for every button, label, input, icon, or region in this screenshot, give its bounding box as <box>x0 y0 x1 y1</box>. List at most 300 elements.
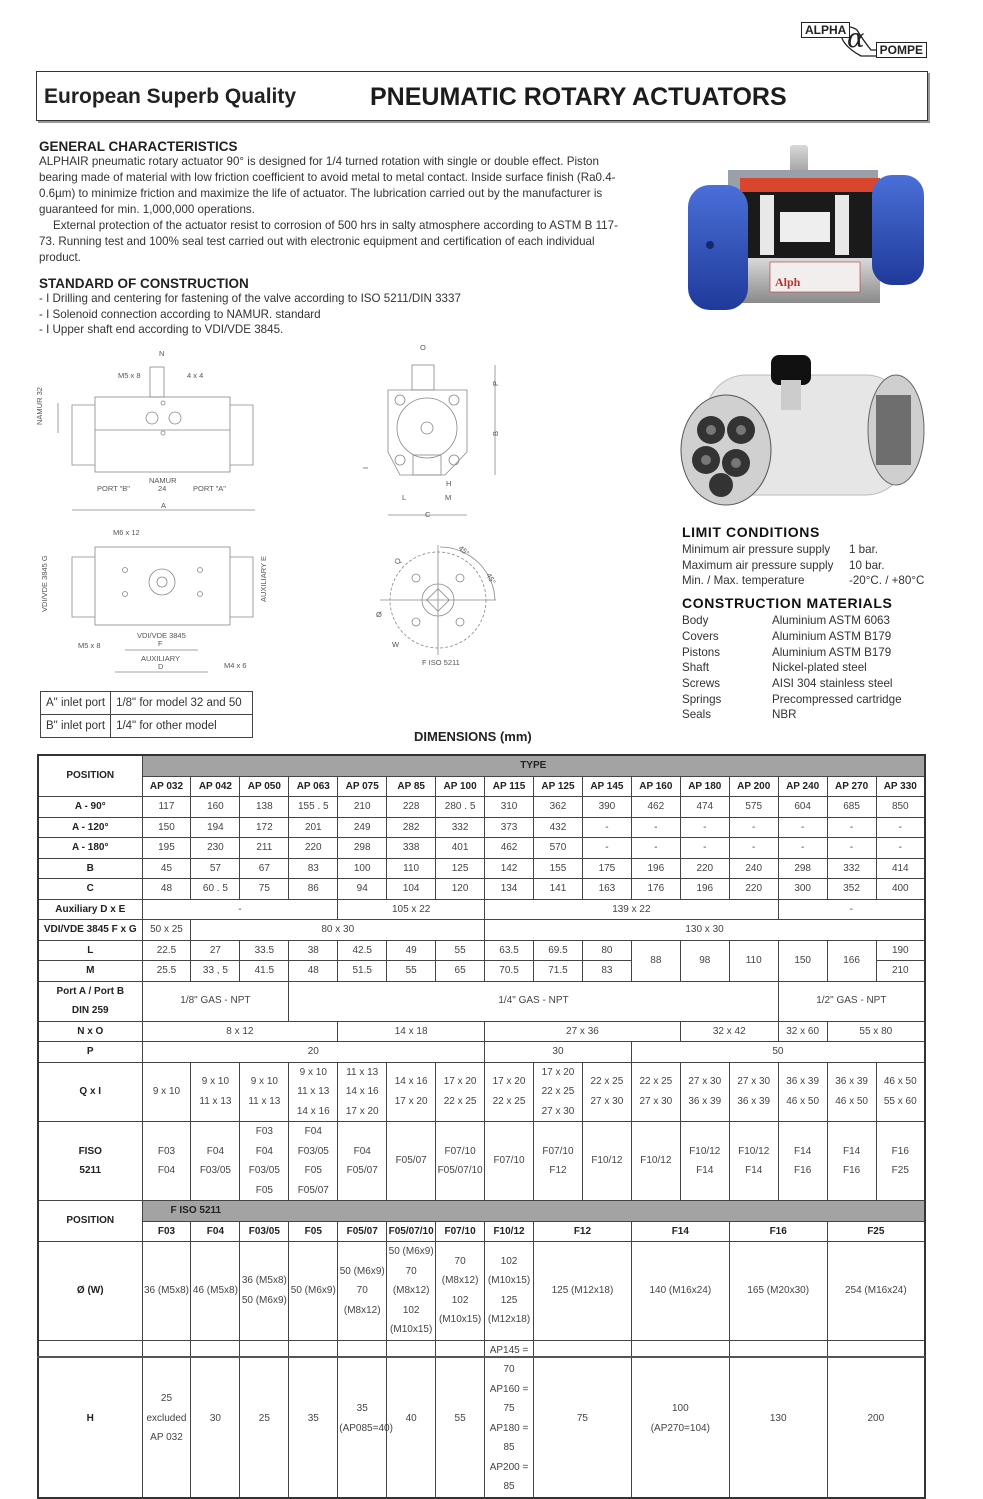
table-cell: - <box>729 817 778 838</box>
cell-line: F03/05 <box>248 1165 280 1176</box>
table-cell: 25.5 <box>142 961 191 982</box>
limit-value: 10 bar. <box>849 558 885 572</box>
standard-of-construction <box>39 276 629 338</box>
table-cell <box>534 1340 632 1498</box>
table-cell: 280 . 5 <box>436 797 485 818</box>
cell-line: F07/10 <box>542 1145 574 1157</box>
cell-line: 254 (M16x24) <box>844 1285 907 1296</box>
cell-line: F05/07 <box>297 1184 329 1196</box>
table-cell: 139 x 22 <box>485 899 779 920</box>
cell-line: 130 <box>769 1412 787 1424</box>
table-cell <box>631 1340 729 1498</box>
table-cell: 155 <box>534 858 583 879</box>
row-label: M <box>38 961 142 982</box>
table-cell: 8 x 12 <box>142 1021 338 1042</box>
table-cell <box>191 1122 240 1201</box>
table-cell: 71.5 <box>534 961 583 982</box>
bottom-view-drawing <box>30 522 290 677</box>
table-cell: - <box>778 838 827 859</box>
standard-item: - I Drilling and centering for fastening of the valve according to ISO 5211/DIN 3337 <box>39 292 461 305</box>
cell-line: F04 <box>157 1165 176 1176</box>
flange-view-drawing <box>360 535 510 675</box>
header-banner <box>36 71 928 121</box>
model-header: AP 270 <box>827 776 876 797</box>
material-part: Covers <box>682 629 719 643</box>
cell-line: 36 x 39 <box>786 1076 820 1088</box>
table-cell <box>240 1122 289 1201</box>
label-angle-1: 45° <box>456 543 472 558</box>
cell-line: AP180 = 85 <box>489 1422 529 1453</box>
table-cell <box>729 1340 827 1498</box>
cell-line: 55 x 60 <box>883 1095 917 1107</box>
label-m5x8: M5 x 8 <box>118 371 141 380</box>
cell-line: (AP085=40) <box>339 1422 393 1434</box>
table-cell: 211 <box>240 838 289 859</box>
table-cell: 210 <box>338 797 387 818</box>
table-cell: 100 <box>338 858 387 879</box>
flange-header: F03 <box>142 1221 191 1242</box>
cell-line: 36 x 39 <box>737 1095 771 1107</box>
dimensions-title: DIMENSIONS (mm) <box>414 729 532 744</box>
row-a90 <box>38 797 925 818</box>
cell-line: F03 <box>157 1145 176 1157</box>
cell-line: 70 (M8x12) <box>392 1265 430 1296</box>
material-value: Aluminium ASTM B179 <box>772 645 892 659</box>
cell-line: 35 <box>356 1403 368 1414</box>
table-cell: 142 <box>485 858 534 879</box>
table-cell: 432 <box>534 817 583 838</box>
limit-value: -20°C. / +80°C <box>849 574 925 588</box>
table-cell <box>582 1122 631 1201</box>
row-label: N x O <box>38 1021 142 1042</box>
table-cell: 38 <box>289 940 338 961</box>
table-cell <box>582 1062 631 1122</box>
standard-item: - I Solenoid connection according to NAMUR. standard <box>39 307 321 321</box>
table-cell <box>142 1062 191 1122</box>
row-auxiliary <box>38 899 925 920</box>
row-label: C <box>38 879 142 900</box>
table-cell <box>142 1340 191 1498</box>
table-cell <box>729 1242 827 1341</box>
cell-line: 17 x 20 <box>492 1076 526 1088</box>
material-value: Precompressed cartridge <box>772 692 902 706</box>
table-cell: - <box>582 838 631 859</box>
table-cell <box>827 1122 876 1201</box>
row-port <box>38 981 925 1021</box>
cell-line: 102 (M10x15) <box>487 1255 531 1287</box>
row-label: L <box>38 940 142 961</box>
cell-line: 11 x 13 <box>346 1066 379 1078</box>
table-cell: 196 <box>680 879 729 900</box>
inlet-row <box>41 692 253 715</box>
table-cell <box>387 1122 436 1201</box>
flange-h-row <box>38 1340 925 1498</box>
table-cell: 230 <box>191 838 240 859</box>
cell-line: 25 <box>258 1412 270 1424</box>
table-cell: - <box>778 899 925 920</box>
label-m: M <box>445 493 452 502</box>
table-cell: 190 <box>876 940 925 961</box>
table-cell <box>240 1062 289 1122</box>
table-cell: 48 <box>289 961 338 982</box>
table-cell: 83 <box>582 961 631 982</box>
table-cell <box>827 1062 876 1122</box>
table-cell <box>436 1340 485 1498</box>
table-cell: 134 <box>485 879 534 900</box>
dimensions-table <box>37 754 926 1499</box>
table-cell: 83 <box>289 858 338 879</box>
table-cell: - <box>729 838 778 859</box>
flange-caption: F ISO 5211 <box>422 658 460 667</box>
limit-label: Min. / Max. temperature <box>682 574 805 588</box>
table-cell <box>387 1340 436 1498</box>
table-cell: 50 x 25 <box>142 920 191 941</box>
label-aux-side: AUXILIARY E <box>259 556 268 602</box>
cell-line: AP200 = 85 <box>489 1461 529 1492</box>
header-row <box>38 755 925 776</box>
table-cell <box>338 1062 387 1122</box>
cell-line: 27 x 30 <box>688 1076 722 1088</box>
table-cell: 110 <box>387 858 436 879</box>
table-cell: 141 <box>534 879 583 900</box>
cell-line: F05/07 <box>346 1165 378 1176</box>
table-cell: 373 <box>485 817 534 838</box>
flange-header: F25 <box>827 1221 925 1242</box>
table-cell: 86 <box>289 879 338 900</box>
label-o: O <box>420 343 426 352</box>
label-vdi: VDI/VDE 3845 <box>137 631 186 640</box>
material-value: AISI 304 stainless steel <box>772 676 893 690</box>
table-cell: 352 <box>827 879 876 900</box>
table-cell: 20 <box>142 1042 485 1063</box>
cell-line: 36 (M5x8) <box>241 1275 287 1287</box>
cell-line: F10/12 <box>591 1155 623 1167</box>
label-port-a: PORT "A" <box>193 484 226 493</box>
table-cell <box>142 1242 191 1341</box>
cell-line: AP 032 <box>150 1432 183 1444</box>
table-cell: - <box>876 838 925 859</box>
cell-line: 46 x 50 <box>835 1095 868 1107</box>
cell-line: 22 x 25 <box>492 1095 526 1107</box>
table-cell <box>142 1122 191 1201</box>
cell-line: F07/10 <box>444 1145 476 1157</box>
cell-line: 50 (M6x9) <box>339 1265 385 1277</box>
model-header: AP 050 <box>240 776 289 797</box>
table-cell <box>387 1062 436 1122</box>
label-p: P <box>491 380 500 386</box>
cell-line: 46 x 50 <box>786 1095 820 1107</box>
table-cell: 49 <box>387 940 436 961</box>
row-label: Q x I <box>38 1062 142 1122</box>
cell-line: F14 <box>842 1145 861 1157</box>
cell-line: 50 (M6x9) <box>388 1246 434 1257</box>
material-value: Aluminium ASTM 6063 <box>772 614 890 628</box>
general-para-2: External protection of the actuator resist to corrosion of 500 hrs in salty atmosphere according to ASTM B 117-73. Running test and 100% seal test carried out with electronic equipment and certification of each individual product. <box>39 219 618 264</box>
table-cell: 414 <box>876 858 925 879</box>
cell-line: F03/05 <box>297 1145 329 1157</box>
table-cell <box>338 1340 393 1498</box>
cell-line: 27 x 30 <box>639 1095 673 1107</box>
model-row <box>38 776 925 797</box>
model-header: AP 160 <box>631 776 680 797</box>
cell-line: F14 <box>745 1165 763 1176</box>
cell-line: F05/07 <box>395 1155 427 1167</box>
table-cell <box>534 1062 583 1122</box>
table-cell: 69.5 <box>534 940 583 961</box>
logo-alpha-text: ALPHA <box>801 22 850 38</box>
table-cell <box>680 1122 729 1201</box>
row-label <box>38 1122 142 1201</box>
table-cell: 220 <box>680 858 729 879</box>
table-cell: - <box>827 838 876 859</box>
label-aux: AUXILIARY <box>141 654 181 663</box>
limit-label: Minimum air pressure supply <box>682 543 831 556</box>
table-cell: 298 <box>338 838 387 859</box>
front-view-drawing <box>30 345 280 520</box>
table-cell: 220 <box>729 879 778 900</box>
table-cell: - <box>582 817 631 838</box>
table-cell: 570 <box>534 838 583 859</box>
row-label: Auxiliary D x E <box>38 899 142 920</box>
cell-line: 70 (M8x12) <box>441 1255 479 1287</box>
cell-line: 22 x 25 <box>590 1076 624 1088</box>
cell-line: F10/12 <box>689 1145 721 1157</box>
cell-line: F14 <box>696 1165 714 1176</box>
cell-line: 70 (M8x12) <box>343 1285 381 1316</box>
table-cell <box>876 1062 925 1122</box>
bottom-rule <box>37 1356 925 1358</box>
materials-title: CONSTRUCTION MATERIALS <box>682 595 893 612</box>
cell-line: 40 <box>405 1412 417 1424</box>
cell-line: 11 x 13 <box>248 1095 281 1107</box>
model-header: AP 125 <box>534 776 583 797</box>
cell-line: F04 <box>304 1126 322 1137</box>
table-cell: 604 <box>778 797 827 818</box>
cell-line: 11 x 13 <box>199 1095 232 1107</box>
row-no <box>38 1021 925 1042</box>
table-cell <box>534 1242 632 1341</box>
flange-header: F05 <box>289 1221 338 1242</box>
table-cell <box>534 1122 583 1201</box>
cell-line: 22 x 25 <box>639 1076 673 1088</box>
table-cell <box>289 1340 338 1498</box>
flange-header: F03/05 <box>240 1221 289 1242</box>
cell-line: 22 x 25 <box>541 1086 575 1097</box>
table-cell: 98 <box>680 940 729 981</box>
cell-line: 9 x 10 <box>299 1066 327 1078</box>
tagline: European Superb Quality <box>44 85 297 108</box>
material-part: Body <box>682 614 709 628</box>
inlet-port: B" inlet port <box>41 715 111 738</box>
table-cell: - <box>631 817 680 838</box>
inlet-port: A" inlet port <box>41 692 111 715</box>
material-part: Screws <box>682 676 721 690</box>
cell-line: F10/12 <box>738 1145 770 1157</box>
table-cell: 55 <box>387 961 436 982</box>
table-cell: 130 x 30 <box>485 920 925 941</box>
cell-line: 102 (M10x15) <box>438 1294 482 1326</box>
row-label: A - 90° <box>38 797 142 818</box>
table-cell: 51.5 <box>338 961 387 982</box>
table-cell: 117 <box>142 797 191 818</box>
cell-line: F04 <box>255 1145 273 1157</box>
table-cell: 48 <box>142 879 191 900</box>
material-row <box>682 676 942 692</box>
table-cell: 32 x 42 <box>680 1021 778 1042</box>
table-cell <box>289 1122 338 1201</box>
table-cell: 63.5 <box>485 940 534 961</box>
table-cell: 32 x 60 <box>778 1021 827 1042</box>
alpha-pompe-logo <box>801 20 927 58</box>
row-label: VDI/VDE 3845 F x G <box>38 920 142 941</box>
model-header: AP 063 <box>289 776 338 797</box>
label-n: N <box>159 349 165 358</box>
table-cell <box>436 1062 485 1122</box>
table-cell <box>485 1062 534 1122</box>
cell-line: 35 <box>307 1412 319 1424</box>
model-header: AP 85 <box>387 776 436 797</box>
material-row <box>682 707 942 723</box>
row-a180 <box>38 838 925 859</box>
table-cell: 332 <box>827 858 876 879</box>
table-cell: 57 <box>191 858 240 879</box>
material-row <box>682 645 942 661</box>
label-m5x8-bottom: M5 x 8 <box>78 641 101 650</box>
model-header: AP 042 <box>191 776 240 797</box>
row-c <box>38 879 925 900</box>
cell-line: 140 (M16x24) <box>649 1285 712 1296</box>
table-cell: 120 <box>436 879 485 900</box>
cell-line: F04 <box>206 1145 225 1157</box>
table-cell: 33 , 5 <box>191 961 240 982</box>
cell-line: F03 <box>255 1126 273 1137</box>
actuator-transparent-render <box>676 335 938 515</box>
row-label: B <box>38 858 142 879</box>
table-cell: 298 <box>778 858 827 879</box>
flange-header: F14 <box>631 1221 729 1242</box>
flange-name-row <box>38 1221 925 1242</box>
table-cell <box>387 1242 436 1341</box>
table-cell: 163 <box>582 879 631 900</box>
table-cell <box>289 1062 338 1122</box>
cell-line: 27 x 30 <box>541 1105 575 1117</box>
type-header: TYPE <box>142 755 925 776</box>
cell-line: 50 (M6x9) <box>290 1285 336 1296</box>
table-cell: 105 x 22 <box>338 899 485 920</box>
table-cell: 201 <box>289 817 338 838</box>
cell-line: 102 (M10x15) <box>390 1304 433 1335</box>
flange-header: F05/07 <box>338 1221 387 1242</box>
cell-line: F04 <box>353 1145 371 1157</box>
cell-line: F05/07/10 <box>437 1165 483 1176</box>
page-title: PNEUMATIC ROTARY ACTUATORS <box>370 83 787 111</box>
table-cell: 400 <box>876 879 925 900</box>
table-cell: 88 <box>631 940 680 981</box>
label-key: 4 x 4 <box>187 371 204 380</box>
table-cell: 94 <box>338 879 387 900</box>
cell-line: 14 x 16 <box>296 1105 330 1117</box>
cell-line: F07/10 <box>493 1155 525 1167</box>
table-cell: 60 . 5 <box>191 879 240 900</box>
table-cell <box>778 1122 827 1201</box>
cell-line: F10/12 <box>640 1155 672 1167</box>
inlet-port-table <box>40 691 253 738</box>
table-cell: 685 <box>827 797 876 818</box>
table-cell: 70.5 <box>485 961 534 982</box>
cell-line: 100 <box>671 1403 689 1414</box>
table-cell: 1/8" GAS - NPT <box>142 981 289 1021</box>
table-cell: 55 x 80 <box>827 1021 925 1042</box>
table-cell <box>485 1122 534 1201</box>
label-h: H <box>446 479 452 488</box>
table-cell: 195 <box>142 838 191 859</box>
standard-title: STANDARD OF CONSTRUCTION <box>39 276 249 291</box>
label-l: L <box>402 493 407 502</box>
cell-line: 22 x 25 <box>443 1095 477 1107</box>
table-cell: 176 <box>631 879 680 900</box>
table-cell: 474 <box>680 797 729 818</box>
cell-line: 5211 <box>79 1165 102 1176</box>
cell-line: 200 <box>867 1412 885 1424</box>
table-cell: 138 <box>240 797 289 818</box>
inlet-size: 1/4" for other model <box>111 715 253 738</box>
table-cell: 125 <box>436 858 485 879</box>
table-cell <box>240 1242 289 1341</box>
table-cell: 401 <box>436 838 485 859</box>
material-row <box>682 613 942 629</box>
cell-line: 17 x 20 <box>443 1076 477 1088</box>
cell-line: Port A / Port B <box>56 985 125 997</box>
cell-line: FISO <box>78 1145 102 1157</box>
limit-label: Maximum air pressure supply <box>682 558 834 572</box>
table-cell: 27 x 36 <box>485 1021 681 1042</box>
table-cell <box>191 1062 240 1122</box>
label-namur-side: NAMUR 32 <box>35 387 44 425</box>
table-cell <box>631 1062 680 1122</box>
table-cell <box>191 1242 240 1341</box>
actuator-cutaway-photo <box>680 140 930 325</box>
row-label: A - 180° <box>38 838 142 859</box>
table-cell: 332 <box>436 817 485 838</box>
label-c: C <box>425 510 431 519</box>
cell-line: 50 (M6x9) <box>241 1294 287 1306</box>
table-cell: 160 <box>191 797 240 818</box>
row-label: P <box>38 1042 142 1063</box>
table-cell: 575 <box>729 797 778 818</box>
cell-line: 75 <box>576 1412 588 1424</box>
material-part: Shaft <box>682 661 710 675</box>
table-cell <box>485 1340 534 1498</box>
label-namur: NAMUR <box>149 476 177 485</box>
table-cell: - <box>680 838 729 859</box>
cell-line: 9 x 10 <box>201 1076 230 1088</box>
table-cell: 210 <box>876 961 925 982</box>
model-header: AP 200 <box>729 776 778 797</box>
limit-row <box>682 558 942 574</box>
standard-item: - I Upper shaft end according to VDI/VDE 3845. <box>39 323 284 336</box>
material-value: Aluminium ASTM B179 <box>772 629 892 643</box>
table-cell: 338 <box>387 838 436 859</box>
table-cell: 240 <box>729 858 778 879</box>
table-cell: 300 <box>778 879 827 900</box>
label-angle-2: 45° <box>484 571 498 586</box>
label-i: I <box>361 466 370 469</box>
cell-line: 46 x 50 <box>883 1076 917 1088</box>
row-l <box>38 940 925 961</box>
materials-list <box>682 613 942 723</box>
table-cell: - <box>876 817 925 838</box>
logo-pompe-text: POMPE <box>876 42 927 58</box>
